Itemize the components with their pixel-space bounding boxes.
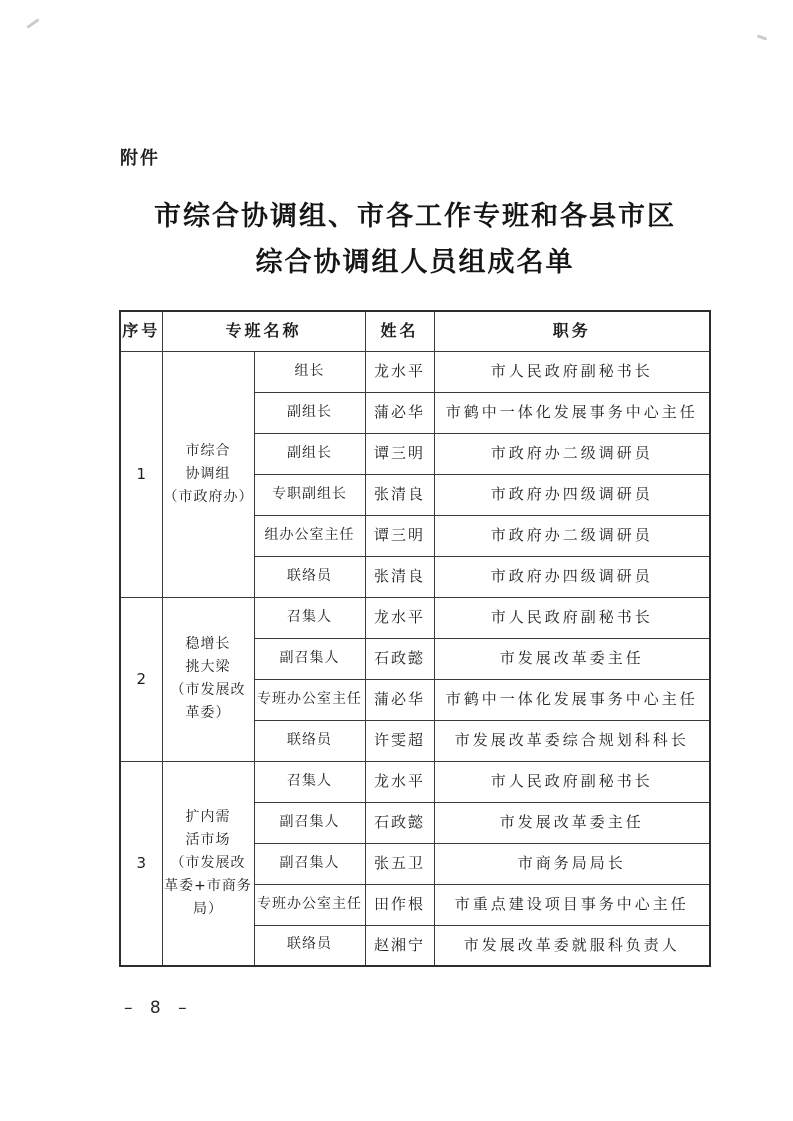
- position-cell: 市人民政府副秘书长: [434, 597, 710, 638]
- group-index: 2: [120, 597, 162, 761]
- role-cell: 召集人: [254, 597, 365, 638]
- position-cell: 市人民政府副秘书长: [434, 761, 710, 802]
- group-name-line: （市政府办）: [163, 488, 254, 505]
- group-name-cell: [162, 351, 254, 597]
- group-name-cell: [162, 597, 254, 761]
- position-cell: 市政府办四级调研员: [434, 556, 710, 597]
- scan-artifact: [757, 34, 767, 40]
- position-cell: 市政府办二级调研员: [434, 433, 710, 474]
- role-cell: 专班办公室主任: [254, 679, 365, 720]
- position-cell: 市发展改革委主任: [434, 802, 710, 843]
- group-name-line: 扩内需: [185, 808, 231, 825]
- group-name-line: （市发展改: [170, 854, 246, 871]
- role-cell: 组长: [254, 351, 365, 392]
- name-cell: 张清良: [365, 556, 434, 597]
- document-title: [100, 194, 730, 286]
- name-cell: 张五卫: [365, 843, 434, 884]
- group-index: 1: [120, 351, 162, 597]
- position-cell: 市发展改革委就服科负责人: [434, 925, 710, 966]
- role-cell: 联络员: [254, 720, 365, 761]
- position-cell: 市政府办二级调研员: [434, 515, 710, 556]
- group-name-line: 活市场: [185, 831, 231, 848]
- role-cell: 联络员: [254, 556, 365, 597]
- role-cell: 联络员: [254, 925, 365, 966]
- header-name: 姓名: [365, 311, 434, 351]
- role-cell: 召集人: [254, 761, 365, 802]
- personnel-table: [119, 310, 711, 967]
- header-group-name: 专班名称: [162, 311, 365, 351]
- role-cell: 副召集人: [254, 843, 365, 884]
- document-title-line2: 综合协调组人员组成名单: [255, 247, 575, 278]
- page-number: – 8 –: [124, 998, 193, 1018]
- position-cell: 市商务局局长: [434, 843, 710, 884]
- group-name-line: （市发展改: [170, 682, 246, 698]
- role-cell: 副召集人: [254, 638, 365, 679]
- group-name-line: 挑大梁: [185, 659, 231, 675]
- name-cell: 谭三明: [365, 515, 434, 556]
- scan-artifact: [26, 18, 39, 28]
- position-cell: 市发展改革委主任: [434, 638, 710, 679]
- group-name-line: 革委）: [185, 705, 231, 721]
- name-cell: 龙水平: [365, 761, 434, 802]
- name-cell: 许雯超: [365, 720, 434, 761]
- role-cell: 专职副组长: [254, 474, 365, 515]
- group-name-line: 协调组: [185, 465, 231, 482]
- table-row: [120, 351, 710, 392]
- group-name-line: 革委+市商务: [164, 877, 252, 894]
- position-cell: 市鹤中一体化发展事务中心主任: [434, 392, 710, 433]
- position-cell: 市鹤中一体化发展事务中心主任: [434, 679, 710, 720]
- group-name-cell: [162, 761, 254, 966]
- name-cell: 龙水平: [365, 597, 434, 638]
- table-row: [120, 597, 710, 638]
- table-row: [120, 761, 710, 802]
- role-cell: 组办公室主任: [254, 515, 365, 556]
- name-cell: 龙水平: [365, 351, 434, 392]
- table-header-row: [120, 311, 710, 351]
- name-cell: 谭三明: [365, 433, 434, 474]
- name-cell: 石政懿: [365, 638, 434, 679]
- position-cell: 市人民政府副秘书长: [434, 351, 710, 392]
- position-cell: 市发展改革委综合规划科科长: [434, 720, 710, 761]
- name-cell: 石政懿: [365, 802, 434, 843]
- name-cell: 蒲必华: [365, 392, 434, 433]
- group-name-line: 市综合: [185, 442, 231, 459]
- document-title-line1: 市综合协调组、市各工作专班和各县市区: [154, 201, 676, 232]
- header-position: 职务: [434, 311, 710, 351]
- name-cell: 赵湘宁: [365, 925, 434, 966]
- position-cell: 市政府办四级调研员: [434, 474, 710, 515]
- attachment-label: 附件: [120, 148, 160, 169]
- name-cell: 张清良: [365, 474, 434, 515]
- header-index: 序号: [120, 311, 162, 351]
- position-cell: 市重点建设项目事务中心主任: [434, 884, 710, 925]
- group-index: 3: [120, 761, 162, 966]
- role-cell: 副组长: [254, 433, 365, 474]
- name-cell: 蒲必华: [365, 679, 434, 720]
- group-name-line: 稳增长: [185, 636, 231, 652]
- role-cell: 副组长: [254, 392, 365, 433]
- role-cell: 副召集人: [254, 802, 365, 843]
- name-cell: 田作根: [365, 884, 434, 925]
- role-cell: 专班办公室主任: [254, 884, 365, 925]
- group-name-line: 局）: [193, 900, 223, 917]
